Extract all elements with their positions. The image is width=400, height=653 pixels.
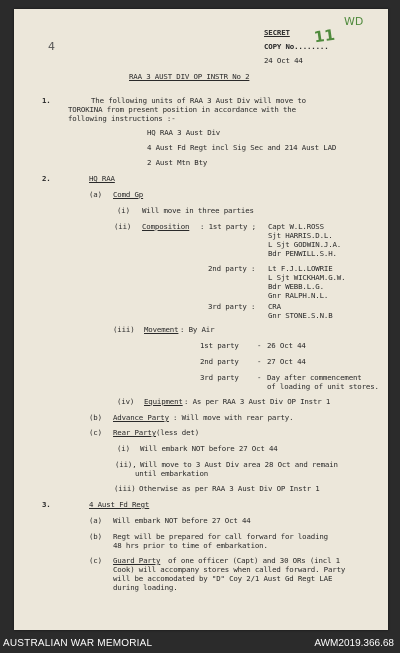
item-label: (b) (89, 532, 102, 541)
document-title: RAA 3 AUST DIV OP INSTR No 2 (129, 72, 250, 81)
section-heading: 4 Aust Fd Regt (89, 500, 150, 509)
item-heading: Advance Party (113, 413, 169, 422)
item-label: (a) (89, 190, 102, 199)
item-text: until embarkation (135, 469, 209, 478)
footer-institution: AUSTRALIAN WAR MEMORIAL (3, 638, 153, 649)
move-party: 3rd party (200, 373, 239, 382)
move-date: 27 Oct 44 (267, 357, 306, 366)
para-number-3: 3. (42, 500, 51, 509)
move-party: 2nd party (200, 357, 239, 366)
document-date: 24 Oct 44 (264, 56, 303, 65)
item-label: (i) (117, 206, 130, 215)
item-text: Regt will be prepared for call forward for loading (113, 532, 328, 541)
party-member: Bdr WEBB.L.G. (268, 282, 324, 291)
item-label: (c) (89, 428, 102, 437)
party-member: CRA (268, 302, 281, 311)
item-heading: Guard Party (113, 556, 161, 565)
unit-item: HQ RAA 3 Aust Div (147, 128, 221, 137)
move-dash: - (257, 341, 262, 350)
classification-label: SECRET (264, 28, 290, 37)
item-label: (b) (89, 413, 102, 422)
party-label: 3rd party : (208, 302, 256, 311)
move-date: Day after commencement (267, 373, 362, 382)
item-heading: Equipment (144, 397, 183, 406)
archive-footer (0, 634, 400, 653)
party-member: Gnr STONE.S.N.B (268, 311, 333, 320)
party-member: Sjt HARRIS.D.L. (268, 231, 333, 240)
document-page (14, 9, 388, 630)
party-member: Capt W.L.ROSS (268, 222, 324, 231)
item-label: (a) (89, 516, 102, 525)
party-member: Bdr PENWILL.S.H. (268, 249, 337, 258)
item-text: Will move in three parties (142, 206, 254, 215)
item-label: (c) (89, 556, 102, 565)
party-member: L Sjt WICKHAM.G.W. (268, 273, 346, 282)
move-party: 1st party (200, 341, 239, 350)
footer-accession-number: AWM2019.366.68 (314, 638, 394, 649)
item-text: of one officer (Capt) and 30 ORs (incl 1 (168, 556, 340, 565)
party-member: L Sjt GODWIN.J.A. (268, 240, 342, 249)
item-text: Will embark NOT before 27 Oct 44 (113, 516, 251, 525)
item-text: 48 hrs prior to time of embarkation. (113, 541, 268, 550)
item-label: (ii) (114, 222, 132, 231)
item-label: (iv) (117, 397, 135, 406)
para-number-2: 2. (42, 174, 51, 183)
unit-item: 4 Aust Fd Regt incl Sig Sec and 214 Aust LAD (147, 143, 337, 152)
item-label: (iii) (113, 325, 135, 334)
item-heading: Composition (142, 222, 190, 231)
copy-number: COPY No........ (264, 42, 329, 51)
party-member: Gnr RALPH.N.L. (268, 291, 329, 300)
handwritten-mark-left: 4 (48, 40, 55, 53)
item-label: (iii) (114, 484, 136, 493)
para-number-1: 1. (42, 96, 51, 105)
item-text: (less det) (156, 428, 199, 437)
move-dash: - (257, 373, 262, 382)
section-heading: HQ RAA (89, 174, 115, 183)
item-label: (i) (117, 444, 130, 453)
item-heading: Comd Gp (113, 190, 144, 199)
para1-line: following instructions :- (68, 114, 176, 123)
para1-line: The following units of RAA 3 Aust Div will move to (91, 96, 306, 105)
item-heading: Rear Party (113, 428, 156, 437)
item-label: (ii), (115, 460, 137, 469)
item-text: Will embark NOT before 27 Oct 44 (140, 444, 278, 453)
move-cont: of loading of unit stores. (267, 382, 379, 391)
move-date: 26 Oct 44 (267, 341, 306, 350)
item-text: during loading. (113, 583, 178, 592)
move-dash: - (257, 357, 262, 366)
item-heading: Movement (144, 325, 179, 334)
item-text: : By Air (180, 325, 215, 334)
item-text: Otherwise as per RAA 3 Aust Div OP Instr 1 (139, 484, 320, 493)
item-text: : Will move with rear party. (173, 413, 294, 422)
item-text: : As per RAA 3 Aust Div OP Instr 1 (184, 397, 331, 406)
handwritten-mark-wd: WD (344, 15, 364, 28)
party-label: 2nd party : (208, 264, 256, 273)
item-text: Will move to 3 Aust Div area 28 Oct and remain (140, 460, 338, 469)
para1-line: TOROKINA from present position in accordance with the (68, 105, 296, 114)
handwritten-mark-right: 11 (312, 25, 337, 47)
party-member: Lt F.J.L.LOWRIE (268, 264, 333, 273)
item-text: will be accomodated by "D" Coy 2/1 Aust Gd Regt LAE (113, 574, 333, 583)
unit-item: 2 Aust Mtn Bty (147, 158, 208, 167)
item-text: Cook) will accompany stores when called forward. Party (113, 565, 346, 574)
party-label: : 1st party ; (200, 222, 256, 231)
